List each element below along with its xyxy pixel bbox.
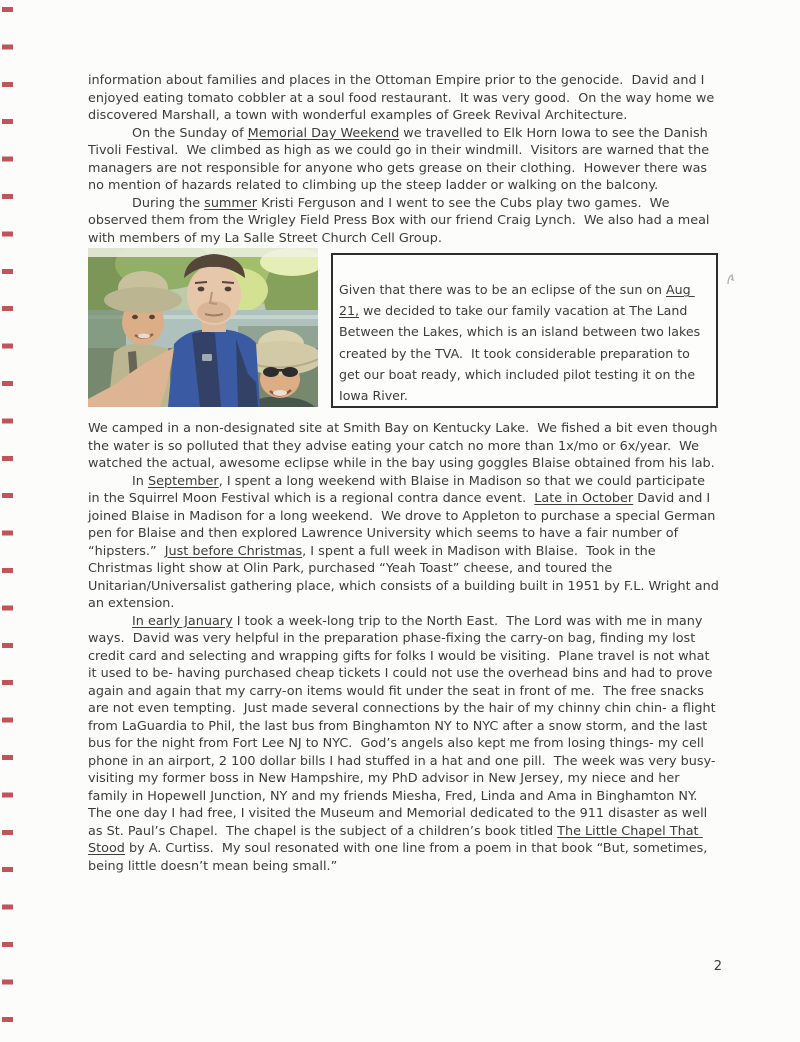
underlined-phrase: Aug 21, xyxy=(339,282,695,319)
text-segment: We camped in a non-designated site at Smith Bay on Kentucky Lake. We fished a bit even though the water is so polluted that they advise eating your catch no more than 1x/mo or 6x/year. We watched the actual, awesome eclipse while in the bay using goggles Blaise obtained from his lab. xyxy=(88,421,722,471)
letter-body xyxy=(88,72,723,875)
red-edge-marks xyxy=(2,7,13,1037)
underlined-phrase: In early January xyxy=(132,613,233,629)
text-segment: we travelled to Elk Horn Iowa to see the Danish Tivoli Festival. We climbed as high as we could go in their windmill. Visitors are warned that the managers are not responsible for anyone who gets grease on their clothing. However there was no mention of hazards related to climbing up the steep ladder or walking on the balcony. xyxy=(88,125,714,193)
text-segment: Given that there was to be an eclipse of the sun on xyxy=(339,282,667,297)
paragraph-3 xyxy=(88,195,720,248)
underlined-phrase: Memorial Day Weekend xyxy=(247,125,400,141)
photo-and-callout-row xyxy=(88,248,720,420)
underlined-phrase: Late in October xyxy=(534,491,634,506)
eclipse-callout-box xyxy=(331,253,718,408)
callout-text xyxy=(339,279,711,406)
photo-illustration xyxy=(88,248,318,407)
text-segment: On the Sunday of xyxy=(132,125,248,141)
text-segment: I took a week-long trip to the North East. The Lord was with me in many ways. David was very helpful in the preparation phase-fixing the carry-on bag, finding my lost credit card and selecting and wrapping gifts for folks I would be visiting. Plane travel is not what it used to be- having purchased cheap tickets I could not use the overhead bins and had to prove again and again that my carry-on items would fit under the seat in front of me. The free snacks are not even tempting. Just made several connections by the hair of my chinny chin chin- a flight from LaGuardia to Phil, the last bus from Binghamton NY to NYC after a snow storm, and the last bus for the night from Fort Lee NJ to NYC. God’s angels also kept me from losing things- my cell phone in an airport, 2 100 dollar bills I had stuffed in a hat and one pill. The week was very busy- visiting my former boss in New Hampshire, my PhD advisor in New Jersey, my niece and her family in Hopewell Junction, NY and my friends Miesha, Fred, Linda and Ama in Binghamton NY. The one day I had free, I visited the Museum and Memorial dedicated to the 911 disaster as well as St. Paul’s Chapel. The chapel is the subject of a children’s book titled xyxy=(88,613,720,839)
underlined-phrase: Just before Christmas xyxy=(164,543,303,559)
underlined-phrase: summer xyxy=(204,195,257,211)
underlined-phrase: September xyxy=(147,473,219,489)
paragraph-2 xyxy=(88,125,720,195)
text-segment: , I spent a long weekend with Blaise in Madison so that we could participate in the Squirrel Moon Festival which is a regional contra dance event. xyxy=(88,473,710,506)
text-segment: , I spent a full week in Madison with Blaise. Took in the Christmas light show at Olin Park, purchased “Yeah Toast” cheese, and toured the Unitarian/Universalist gathering place, which consists of a building built in 1951 by F.L. Wright and an extension. xyxy=(88,543,723,611)
text-segment: we decided to take our family vacation at The Land Between the Lakes, which is an island between two lakes created by the TVA. It took considerable preparation to get our boat ready, which included pilot testing it on the Iowa River. xyxy=(339,303,705,404)
page-number: 2 xyxy=(713,959,722,974)
text-segment: In xyxy=(132,473,148,489)
text-segment: Kristi Ferguson and I went to see the Cubs play two games. We observed them from the Wrigley Field Press Box with our friend Craig Lynch. We also had a meal with members of my La Salle Street Church Cell Group. xyxy=(88,195,714,246)
paragraph-4 xyxy=(88,420,720,473)
paragraph-6 xyxy=(88,613,720,876)
paragraph-5 xyxy=(88,473,723,613)
text-segment: David and I joined Blaise in Madison for a long weekend. We drove to Appleton to purchase a special German pen for Blaise and then explored Lawrence University which seems to have a fair number of “hipsters.” xyxy=(88,491,720,559)
stray-pen-mark xyxy=(726,274,736,286)
family-selfie-photo xyxy=(88,248,318,407)
underlined-phrase: The Little Chapel That Stood xyxy=(88,823,703,856)
photo-wash xyxy=(88,248,318,407)
text-segment: information about families and places in the Ottoman Empire prior to the genocide. David and I enjoyed eating tomato cobbler at a soul food restaurant. It was very good. On the way home we discovered Marshall, a town with wonderful examples of Greek Revival Architecture. xyxy=(88,73,719,123)
paragraph-1 xyxy=(88,72,720,125)
text-segment: During the xyxy=(132,195,205,211)
text-segment: by A. Curtiss. My soul resonated with one line from a poem in that book “But, sometimes, being little doesn’t mean being small.” xyxy=(88,841,712,874)
